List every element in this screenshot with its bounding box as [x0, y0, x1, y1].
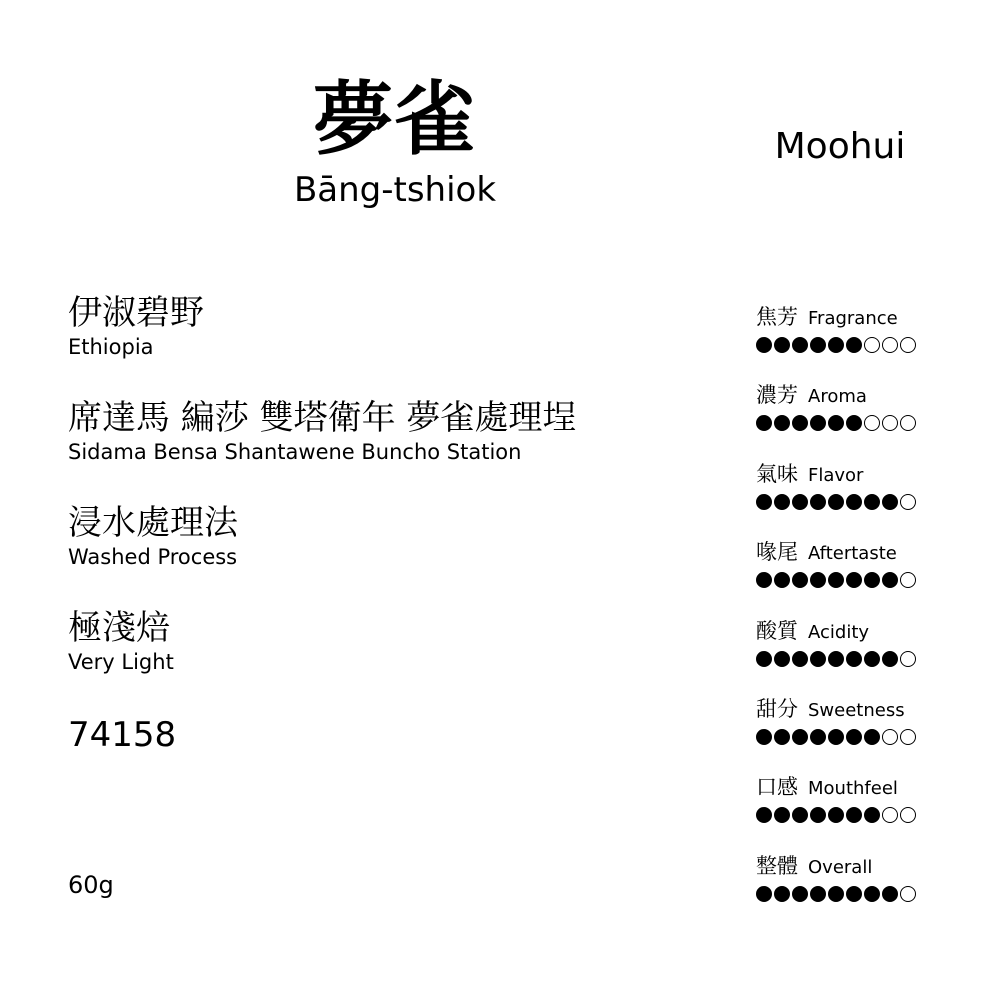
filled-dot-icon [756, 494, 772, 510]
filled-dot-icon [792, 651, 808, 667]
rating-label [756, 692, 956, 726]
rating-dots [756, 491, 956, 513]
filled-dot-icon [864, 886, 880, 902]
rating-label-zh: 氣味 [756, 461, 798, 486]
filled-dot-icon [864, 494, 880, 510]
rating-label-en: Acidity [808, 621, 870, 643]
filled-dot-icon [810, 807, 826, 823]
station-info [68, 397, 576, 465]
filled-dot-icon [792, 415, 808, 431]
empty-dot-icon [882, 415, 898, 431]
filled-dot-icon [882, 572, 898, 588]
rating-label [756, 535, 956, 569]
filled-dot-icon [846, 651, 862, 667]
empty-dot-icon [900, 807, 916, 823]
filled-dot-icon [774, 807, 790, 823]
filled-dot-icon [792, 729, 808, 745]
lot-code: 74158 [68, 715, 177, 755]
filled-dot-icon [774, 337, 790, 353]
rating-label-en: Fragrance [808, 308, 898, 329]
rating-label-zh: 口感 [756, 775, 798, 800]
roast-zh: 極淺焙 [68, 608, 170, 648]
rating-dots [756, 726, 956, 748]
filled-dot-icon [774, 729, 790, 745]
filled-dot-icon [774, 494, 790, 510]
filled-dot-icon [864, 729, 880, 745]
filled-dot-icon [828, 572, 844, 588]
rating-label-zh: 整體 [756, 853, 798, 878]
filled-dot-icon [828, 415, 844, 431]
rating-aftertaste [756, 535, 956, 613]
filled-dot-icon [846, 494, 862, 510]
rating-dots [756, 648, 956, 670]
empty-dot-icon [900, 415, 916, 431]
filled-dot-icon [810, 415, 826, 431]
rating-fragrance [756, 300, 956, 378]
brand-name: Moohui [774, 126, 906, 167]
rating-label [756, 849, 956, 883]
filled-dot-icon [792, 337, 808, 353]
rating-flavor [756, 457, 956, 535]
filled-dot-icon [810, 494, 826, 510]
rating-label-zh: 喙尾 [756, 540, 798, 565]
filled-dot-icon [846, 729, 862, 745]
rating-label-zh: 甜分 [756, 696, 798, 721]
empty-dot-icon [864, 337, 880, 353]
empty-dot-icon [900, 729, 916, 745]
filled-dot-icon [756, 337, 772, 353]
filled-dot-icon [828, 494, 844, 510]
empty-dot-icon [900, 651, 916, 667]
empty-dot-icon [900, 337, 916, 353]
origin-info [68, 292, 204, 360]
roast-info [68, 607, 174, 675]
rating-acidity [756, 614, 956, 692]
rating-label-zh: 酸質 [756, 618, 798, 643]
filled-dot-icon [756, 415, 772, 431]
filled-dot-icon [774, 415, 790, 431]
filled-dot-icon [774, 572, 790, 588]
filled-dot-icon [864, 807, 880, 823]
filled-dot-icon [792, 807, 808, 823]
empty-dot-icon [900, 494, 916, 510]
rating-label-en: Aroma [808, 386, 867, 408]
rating-label-zh: 濃芳 [756, 383, 798, 408]
filled-dot-icon [792, 494, 808, 510]
filled-dot-icon [828, 807, 844, 823]
rating-dots [756, 883, 956, 905]
filled-dot-icon [756, 651, 772, 667]
filled-dot-icon [756, 886, 772, 902]
filled-dot-icon [810, 729, 826, 745]
rating-dots [756, 569, 956, 591]
station-en: Sidama Bensa Shantawene Buncho Station [68, 440, 522, 464]
roast-en: Very Light [68, 650, 174, 674]
empty-dot-icon [882, 729, 898, 745]
filled-dot-icon [792, 886, 808, 902]
empty-dot-icon [864, 415, 880, 431]
empty-dot-icon [900, 572, 916, 588]
filled-dot-icon [810, 886, 826, 902]
filled-dot-icon [792, 572, 808, 588]
rating-sweetness [756, 692, 956, 770]
filled-dot-icon [846, 572, 862, 588]
rating-label-en: Sweetness [808, 699, 905, 721]
filled-dot-icon [828, 651, 844, 667]
rating-label-en: Mouthfeel [808, 778, 898, 800]
station-zh: 席達馬 編莎 雙塔衛年 夢雀處理埕 [68, 398, 577, 438]
rating-mouthfeel [756, 770, 956, 848]
filled-dot-icon [846, 886, 862, 902]
filled-dot-icon [864, 651, 880, 667]
empty-dot-icon [900, 886, 916, 902]
net-weight: 60g [68, 871, 114, 899]
filled-dot-icon [828, 729, 844, 745]
process-info [68, 502, 238, 570]
rating-dots [756, 412, 956, 434]
rating-dots [756, 334, 956, 356]
filled-dot-icon [828, 337, 844, 353]
filled-dot-icon [882, 494, 898, 510]
tasting-ratings [756, 300, 956, 927]
rating-label-en: Overall [808, 856, 873, 878]
filled-dot-icon [828, 886, 844, 902]
product-title-chinese: 夢雀 [313, 73, 477, 166]
filled-dot-icon [810, 337, 826, 353]
filled-dot-icon [756, 729, 772, 745]
empty-dot-icon [882, 337, 898, 353]
product-title-romanized: Bāng-tshiok [293, 170, 497, 210]
rating-label-en: Aftertaste [808, 543, 897, 565]
process-en: Washed Process [68, 545, 238, 569]
empty-dot-icon [882, 807, 898, 823]
filled-dot-icon [864, 572, 880, 588]
filled-dot-icon [756, 807, 772, 823]
rating-label [756, 378, 956, 412]
process-zh: 浸水處理法 [68, 503, 238, 543]
origin-zh: 伊淑碧野 [68, 293, 204, 333]
filled-dot-icon [846, 337, 862, 353]
rating-aroma [756, 378, 956, 456]
rating-label [756, 770, 956, 804]
filled-dot-icon [756, 572, 772, 588]
rating-label-zh: 焦芳 [756, 305, 798, 329]
filled-dot-icon [810, 572, 826, 588]
rating-label [756, 614, 956, 648]
filled-dot-icon [846, 807, 862, 823]
rating-label-en: Flavor [808, 464, 864, 486]
filled-dot-icon [846, 415, 862, 431]
rating-label [756, 457, 956, 491]
rating-label [756, 300, 956, 334]
filled-dot-icon [882, 886, 898, 902]
filled-dot-icon [774, 886, 790, 902]
filled-dot-icon [882, 651, 898, 667]
rating-dots [756, 804, 956, 826]
filled-dot-icon [774, 651, 790, 667]
filled-dot-icon [810, 651, 826, 667]
rating-overall [756, 849, 956, 927]
origin-en: Ethiopia [68, 335, 154, 359]
